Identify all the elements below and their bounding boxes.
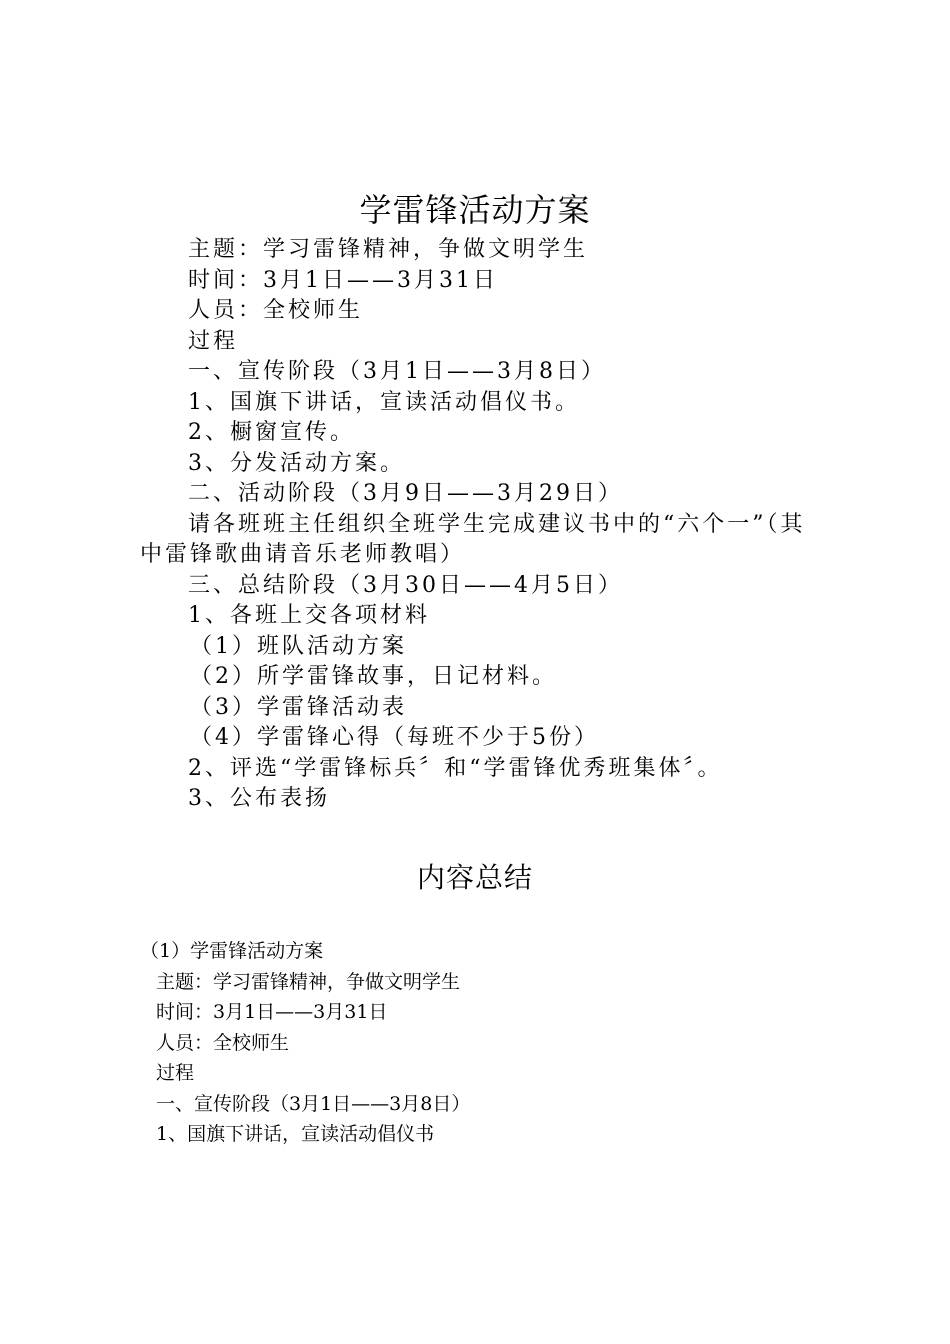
summary-body (140, 936, 820, 1150)
process-heading: 过程 (188, 328, 239, 354)
stage-three-item-2: 2、评选“学雷锋标兵〞和“学雷锋优秀班集体〞。 (188, 755, 723, 781)
document-title: 学雷锋活动方案 (359, 191, 591, 229)
summary-line: 主题：学习雷锋精神，争做文明学生 (156, 970, 461, 993)
stage-one-item-2: 2、橱窗宣传。 (188, 420, 355, 445)
summary-line: 时间：3月1日——3月31日 (156, 1001, 388, 1023)
summary-line: 人员：全校师生 (156, 1031, 290, 1054)
stage-two-paragraph: 请各班班主任组织全班学生完成建议书中的“六个一”（其中雷锋歌曲请音乐老师教唱） (140, 511, 806, 567)
theme-line: 主题：学习雷锋精神，争做文明学生 (188, 237, 589, 262)
summary-line: 过程 (156, 1062, 195, 1084)
summary-first-line: （1）学雷锋活动方案 (140, 940, 324, 962)
stage-three-heading: 三、总结阶段（3月30日——4月5日） (188, 572, 623, 598)
summary-line: 1、国旗下讲话，宣读活动倡仪书 (156, 1123, 435, 1145)
stage-three-item-3: 3、公布表扬 (188, 786, 330, 811)
material-item-4: （4）学雷锋心得（每班不少于5份） (190, 725, 599, 750)
people-line: 人员：全校师生 (188, 298, 364, 323)
stage-one-item-3: 3、分发活动方案。 (188, 450, 405, 476)
summary-line: 一、宣传阶段（3月1日——3月8日） (156, 1092, 471, 1115)
time-line: 时间：3月1日——3月31日 (188, 267, 498, 293)
stage-three-item-1: 1、各班上交各项材料 (188, 603, 430, 628)
stage-one-item-1: 1、国旗下讲话，宣读活动倡仪书。 (188, 389, 580, 415)
material-item-2: （2）所学雷锋故事，日记材料。 (190, 664, 557, 689)
stage-two-heading: 二、活动阶段（3月9日——3月29日） (188, 481, 623, 506)
stage-one-heading: 一、宣传阶段（3月1日——3月8日） (188, 359, 606, 384)
document-body (140, 235, 820, 815)
material-item-1: （1）班队活动方案 (190, 633, 407, 659)
material-item-3: （3）学雷锋活动表 (190, 694, 407, 720)
summary-title: 内容总结 (416, 861, 533, 894)
